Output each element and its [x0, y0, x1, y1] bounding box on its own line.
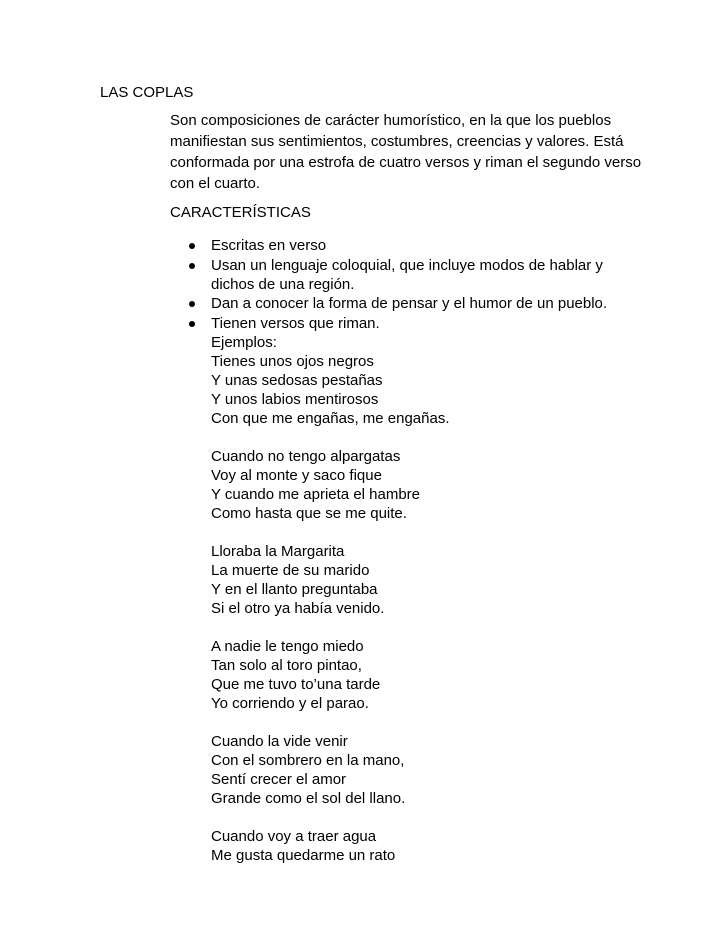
verse-line: Cuando no tengo alpargatas: [211, 448, 401, 465]
verse-line: Voy al monte y saco fique: [211, 467, 382, 484]
bullet-item-text: Dan a conocer la forma de pensar y el humor de un pueblo.: [211, 295, 608, 312]
verse-line: Sentí crecer el amor: [211, 771, 347, 788]
intro-line: manifiestan sus sentimientos, costumbres, creencias y valores. Está: [170, 133, 624, 150]
bullet-icon: [189, 243, 195, 249]
verse-line: A nadie le tengo miedo: [211, 638, 364, 655]
verse-line: Me gusta quedarme un rato: [211, 847, 396, 864]
verse-line: Con el sombrero en la mano,: [211, 752, 405, 769]
bullet-icon: [189, 301, 195, 307]
verse-line: Si el otro ya había venido.: [211, 600, 385, 617]
verse-line: Grande como el sol del llano.: [211, 790, 406, 807]
bullet-item-text: Usan un lenguaje coloquial, que incluye modos de hablar y: [211, 257, 603, 274]
bullet-icon: [189, 321, 195, 327]
bullet-item-text: Tienen versos que riman.: [211, 315, 380, 332]
verse-line: Cuando voy a traer agua: [211, 828, 377, 845]
verse-line: Tan solo al toro pintao,: [211, 657, 362, 674]
document-title: LAS COPLAS: [100, 84, 194, 101]
verse-line: Y unas sedosas pestañas: [211, 372, 383, 389]
verse-line: Cuando la vide venir: [211, 733, 348, 750]
verse-line: Lloraba la Margarita: [211, 543, 345, 560]
verse-line: Y cuando me aprieta el hambre: [211, 486, 421, 503]
verse-line: Que me tuvo to’una tarde: [211, 676, 381, 693]
bullet-icon: [189, 263, 195, 269]
intro-line: conformada por una estrofa de cuatro versos y riman el segundo verso: [170, 154, 642, 171]
verse-line: Tienes unos ojos negros: [211, 353, 374, 370]
verse-line: Yo corriendo y el parao.: [211, 695, 369, 712]
verse-line: Como hasta que se me quite.: [211, 505, 407, 522]
examples-label: Ejemplos:: [211, 334, 277, 351]
verse-line: Y en el llanto preguntaba: [211, 581, 378, 598]
verse-line: Con que me engañas, me engañas.: [211, 410, 450, 427]
verse-line: La muerte de su marido: [211, 562, 370, 579]
bullet-item-text: dichos de una región.: [211, 276, 355, 293]
intro-line: con el cuarto.: [170, 175, 261, 192]
characteristics-heading: CARACTERÍSTICAS: [170, 204, 311, 221]
intro-line: Son composiciones de carácter humorístico, en la que los pueblos: [170, 112, 612, 129]
verse-line: Y unos labios mentirosos: [211, 391, 379, 408]
bullet-item-text: Escritas en verso: [211, 237, 327, 254]
